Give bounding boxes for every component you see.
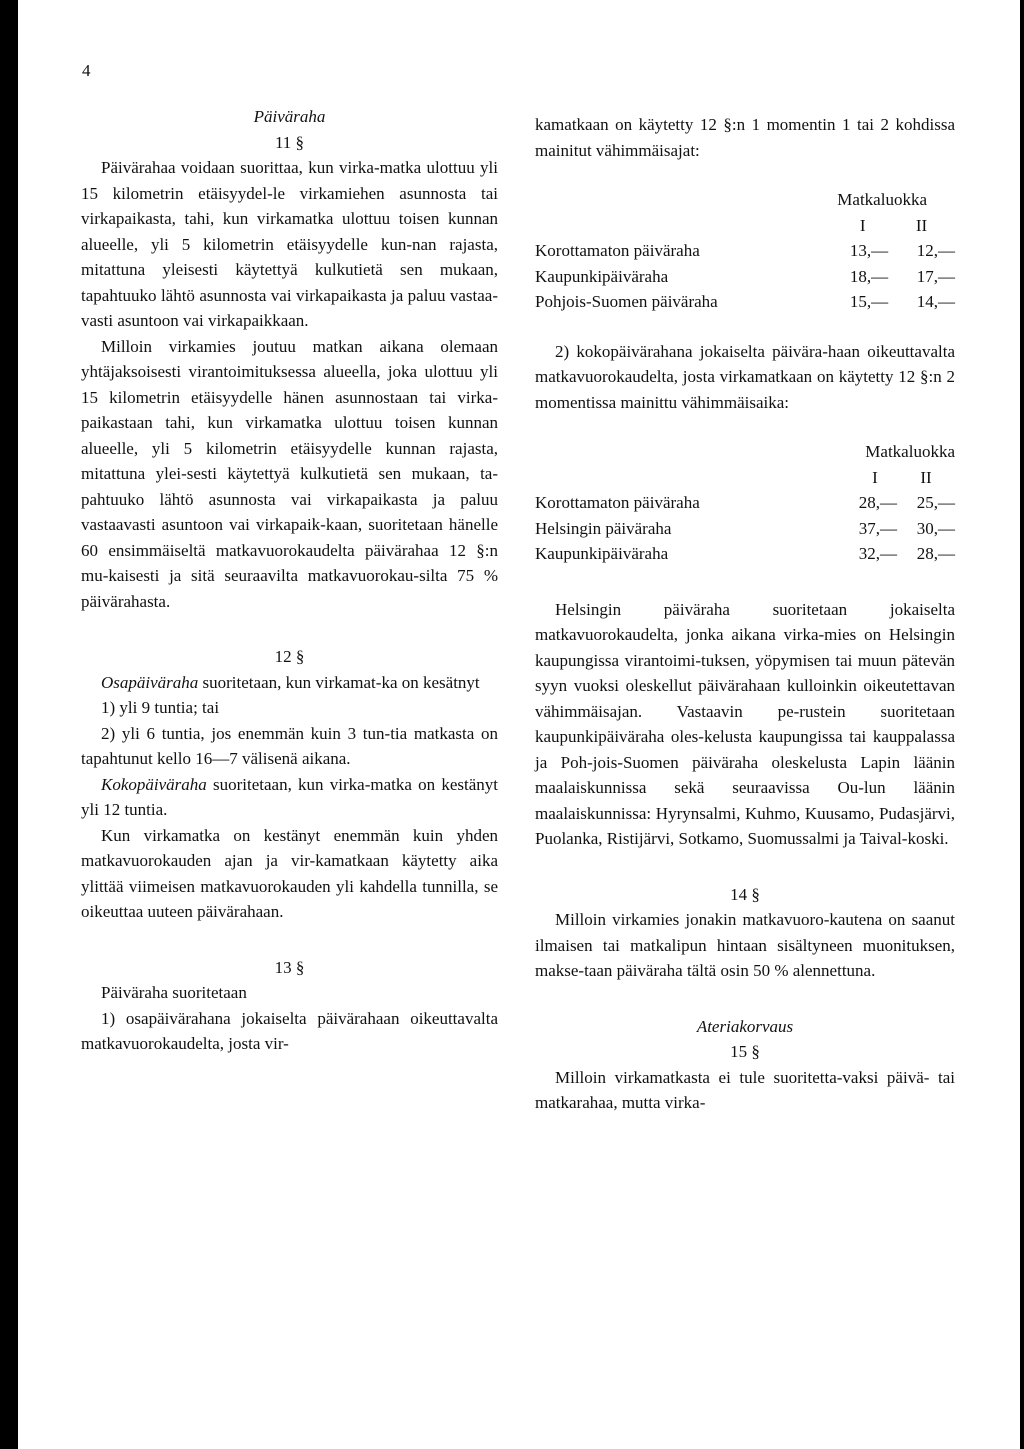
- table-2-row-3-label: Kaupunkipäiväraha: [535, 544, 669, 563]
- table-2-col-header-2: II: [920, 467, 932, 487]
- scan-edge-left: [0, 0, 18, 1449]
- table-2-row-2-value-1: 37,—: [858, 518, 897, 538]
- term-osapaivaraha: Osapäiväraha: [101, 672, 199, 692]
- table-row: [535, 264, 955, 290]
- table-1-row-1-label: Korottamaton päiväraha: [535, 241, 700, 260]
- table-2-row-3-value-2: 28,—: [916, 544, 955, 563]
- table-1-row-2-value-1: 18,—: [849, 266, 889, 286]
- section-15-number: 15 §: [730, 1042, 760, 1061]
- section-12-paragraph-3: Kun virkamatka on kestänyt enemmän kuin yhden matkavuorokauden ajan ja vir-kamatkaan käytetty aika ylittää viimeisen matkavuorokauden yli kahdella tunnilla, se oikeuttaa uuteen päivärahaan.: [81, 825, 498, 921]
- table-2-row-1-value-1: 28,—: [858, 493, 897, 512]
- scan-edge-right: [1020, 0, 1024, 1449]
- section-12-item-1: 1) yli 9 tuntia; tai: [101, 698, 220, 717]
- section-14-number: 14 §: [730, 884, 760, 904]
- section-12-number: 12 §: [274, 647, 305, 666]
- continuation-paragraph: kamatkaan on käytetty 12 §:n 1 momentin 1 tai 2 kohdissa mainitut vähimmäisajat:: [535, 115, 955, 160]
- section-15-paragraph-1: Milloin virkamatkasta ei tule suoritetta-vaksi päivä- tai matkarahaa, mutta virka-: [535, 1067, 955, 1112]
- section-11-title: Päiväraha: [253, 107, 326, 126]
- table-1-row-3-value-2: 14,—: [916, 292, 955, 311]
- table-1-col-header-1: I: [859, 215, 866, 235]
- table-row: [535, 289, 955, 315]
- table-2-row-2-label: Helsingin päiväraha: [535, 518, 672, 538]
- table-1-row-3-label: Pohjois-Suomen päiväraha: [535, 292, 718, 311]
- table-1-row-1-value-2: 12,—: [916, 241, 955, 260]
- table-1-row-2-label: Kaupunkipäiväraha: [535, 266, 669, 286]
- section-13-item-2: 2) kokopäivärahana jokaiselta päivära-haan oikeuttavalta matkavuorokaudelta, josta virkamatkaan on käytetty 12 §:n 2 momentissa mainittu vähimmäisaika:: [535, 341, 955, 412]
- table-2-col-header-1: I: [872, 467, 878, 487]
- section-14-paragraph-1: Milloin virkamies jonakin matkavuoro-kautena on saanut ilmaisen tai matkalipun hintaan sisältyneen muonituksen, makse-taan päiväraha tältä osin 50 % alennettuna.: [535, 910, 955, 980]
- section-12-paragraph-1-text: suoritetaan, kun virkamat-ka on kesätnyt: [198, 672, 480, 692]
- table-2-row-3-value-1: 32,—: [858, 544, 897, 563]
- section-11-paragraph-2: Milloin virkamies joutuu matkan aikana olemaan yhtäjaksoisesti virantoimituksessa alueella, joka ulottuu yli 15 kilometrin etäisyydelle hänen asunnostaan tai virka-paikastaan tahi, kun virkamatka ulottuu toisen kunnan alueelle, yli 5 kilometrin etäisyydelle kunnan rajasta, mitattuna ylei-sesti käytettyä kulkutietä sen mukaan, ta-pahtuuko lähtö asunnosta vai virkapaikasta ja paluu vastaavasti asuntoon vai virkapaik-kaan, suoritetaan hänelle 60 ensimmäiseltä matkavuorokaudelta päivärahaa 12 §:n mu-kaisesti ja sitä seuraavilta matkavuorokau-silta 75 % päivärahasta.: [81, 336, 498, 611]
- section-13-paragraph-1: Päiväraha suoritetaan: [101, 983, 247, 1002]
- right-column: [535, 112, 955, 1116]
- table-2-group-header: Matkaluokka: [865, 442, 955, 461]
- table-row: [535, 516, 955, 542]
- section-11-paragraph-1: Päivärahaa voidaan suorittaa, kun virka-matka ulottuu yli 15 kilometrin etäisyydel-le virkamiehen asunnosta tai virkapaikasta, tahi, kun virkamatka ulottuu toisen kunnan alueelle, yli 5 kilometrin etäisyydelle kun-nan rajasta, mitattuna yleisesti käytettyä kulkutietä sen mukaan, tapahtuuko lähtö asunnosta vai virkapaikasta ja paluu vastaa-vasti asuntoon vai virkapaikkaan.: [81, 158, 498, 330]
- table-1-col-header-2: II: [915, 215, 928, 235]
- term-kokopaivaraha: Kokopäiväraha: [101, 774, 207, 794]
- section-12-paragraph-2-text: suoritetaan, kun virka-matka on kestänyt yli 12 tuntia.: [81, 774, 498, 819]
- table-1-row-1-value-1: 13,—: [849, 241, 889, 260]
- left-column: [81, 104, 498, 1057]
- table-row: [535, 541, 955, 567]
- table-1-row-2-value-2: 17,—: [916, 266, 955, 286]
- table-2-row-1-value-2: 25,—: [916, 493, 955, 512]
- section-13-number: 13 §: [274, 957, 305, 977]
- table-2-row-2-value-2: 30,—: [916, 518, 955, 538]
- table-row: [535, 490, 955, 516]
- section-12-paragraph-1: [81, 670, 498, 696]
- table-2-row-1-label: Korottamaton päiväraha: [535, 493, 700, 512]
- table-row: [535, 238, 955, 264]
- section-13-item-1: 1) osapäivärahana jokaiselta päivärahaan oikeuttavalta matkavuorokaudelta, josta vir-: [81, 1008, 498, 1053]
- helsinki-paragraph: Helsingin päiväraha suoritetaan jokaiselta matkavuorokaudelta, jonka aikana virka-mies on Helsingin kaupungissa virantoimi-tuksen, yöpymisen tai muun pätevän syyn vuoksi oleskellut päivärahaan kulloinkin oikeutettavan vähimmäisajan. Vastaavin pe-rustein suoritetaan kaupunkipäiväraha oles-kelusta kaupungissa tai kauppalassa ja Poh-jois-Suomen päiväraha oleskelusta Lapin läänin maalaiskunnissa sekä seuraavissa Ou-lun läänin maalaiskunnissa: Hyrynsalmi, Kuhmo, Kuusamo, Pudasjärvi, Puolanka, Ristijärvi, Sotkamo, Suomussalmi ja Taival-koski.: [535, 599, 955, 848]
- rates-table-1: [535, 187, 955, 315]
- section-12-item-2: 2) yli 6 tuntia, jos enemmän kuin 3 tun-tia matkasta on tapahtunut kello 16—7 välisenä aikana.: [81, 723, 498, 768]
- rates-table-2: [535, 439, 955, 567]
- section-15-title: Ateriakorvaus: [696, 1016, 794, 1036]
- section-12-paragraph-2: [81, 772, 498, 823]
- section-11-number: 11 §: [274, 132, 305, 152]
- table-1-group-header: Matkaluokka: [837, 190, 927, 209]
- page-number: 4: [82, 61, 91, 80]
- table-1-row-3-value-1: 15,—: [849, 292, 889, 311]
